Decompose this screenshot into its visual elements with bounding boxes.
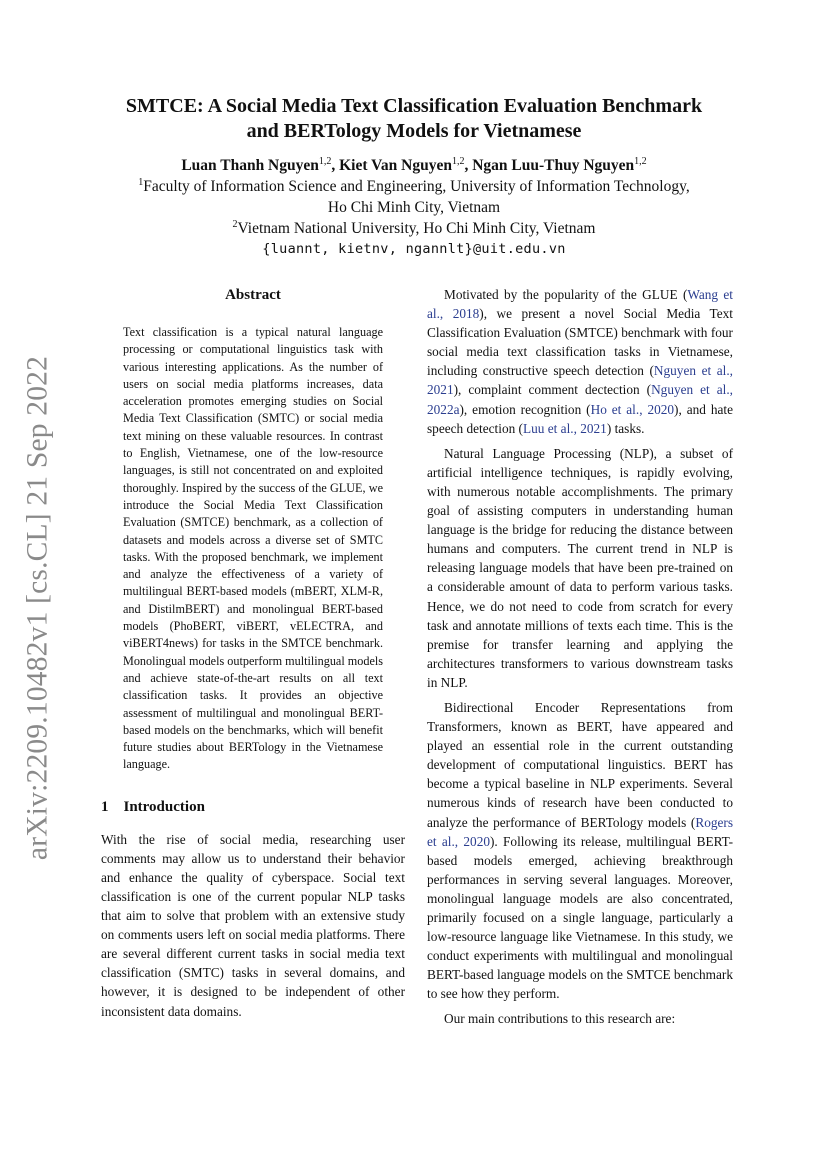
citation-link[interactable]: Nguyen et al., 2021 xyxy=(427,363,733,398)
citation-link[interactable]: Ho et al., 2020 xyxy=(590,401,675,417)
author-list xyxy=(90,155,738,176)
paragraph-bert xyxy=(427,698,733,1004)
author-emails: {luannt, kietnv, ngannlt}@uit.edu.vn xyxy=(262,241,566,257)
paragraph-text: ), we present a novel Social Media Text Classification Evaluation (SMTCE) benchmark with four social media text classification tasks in Vietnamese, including constructive speech detection ( xyxy=(427,306,733,379)
paragraph-text: Motivated by the popularity of the GLUE ( xyxy=(444,287,688,302)
paragraph-nlp: Natural Language Processing (NLP), a subset of artificial intelligence techniques, is rapidly evolving, with numerous notable accomplishments. The primary goal of assisting computers in understanding human language is the bridge for reducing the distance between humans and computers. The current trend in NLP is releasing language models that have been pre-trained on a considerable amount of data to perform various tasks. Hence, we do not need to code from scratch for every task and annotate millions of texts each time. This is the premise for transfer learning and applying the architectures transformers to various downstream tasks in NLP. xyxy=(427,445,733,690)
paragraph-text: Bidirectional Encoder Representations from Transformers, known as BERT, have appeared and played an essential role in the current outstanding development of computational linguistics. BERT has become a typical baseline in NLP experiments. Several numerous kinds of research have been conducted to analyze the performance of BERTology models ( xyxy=(427,699,733,830)
affil-2-sup: 2 xyxy=(232,219,238,230)
paper-title xyxy=(90,94,738,144)
author-affil-sup: 1,2 xyxy=(318,156,332,167)
author-name: Luan Thanh Nguyen xyxy=(181,157,319,174)
abstract-text: Text classification is a typical natural language processing or computational linguistics task with various interesting applications. As the number of users on social media platforms increases, data acceleration promotes emerging studies on Social Media Text Classification (SMTC) or social media text mining on these valuable resources. In contrast to English, Vietnamese, one of the low-resource languages, is still not concentrated on and exploited thoroughly. Inspired by the success of the GLUE, we introduce the Social Media Text Classification Evaluation (SMTCE) benchmark, as a collection of datasets and models across a diverse set of SMTC tasks. With the proposed benchmark, we implement and analyze the effectiveness of a variety of multilingual BERT-based models (mBERT, XLM-R, and DistilmBERT) and monolingual BERT-based models (PhoBERT, viBERT, vELECTRA, and viBERT4news) for tasks in the SMTCE benchmark. Monolingual models outperform multilingual models and achieve state-of-the-art results on all text classification tasks. It provides an objective assessment of multilingual and monolingual BERT-based models on the benchmarks, which will benefit future studies about BERTology in the Vietnamese language. xyxy=(123,325,383,772)
affil-2-line: Vietnam National University, Ho Chi Minh City, Vietnam xyxy=(237,220,596,237)
paragraph-text: ) tasks. xyxy=(606,420,645,436)
title-line-2: and BERTology Models for Vietnamese xyxy=(246,120,582,142)
right-column xyxy=(427,285,733,1035)
author-separator: , xyxy=(464,157,473,174)
citation-link[interactable]: Rogers et al., 2020 xyxy=(427,814,733,849)
title-line-1: SMTCE: A Social Media Text Classification Evaluation Benchmark xyxy=(125,95,703,117)
arxiv-stamp xyxy=(12,355,64,861)
paragraph-text: ). Following its release, multilingual BERT-based models emerged, achieving breakthrough performances in serving several languages. Moreover, monolingual language models are also concentrated, primarily focused on a single language, particularly a low-resource language like Vietnamese. In this study, we conduct experiments with multilingual and monolingual BERT-based language models on the SMTCE benchmark to see how they perform. xyxy=(427,833,733,1002)
arxiv-stamp-text: arXiv:2209.10482v1 [cs.CL] 21 Sep 2022 xyxy=(21,355,54,861)
author-name: Kiet Van Nguyen xyxy=(339,157,452,174)
paragraph-motivation xyxy=(427,285,733,438)
author-affil-sup: 1,2 xyxy=(451,156,465,167)
affiliation-1 xyxy=(90,176,738,197)
affil-1-line-2: Ho Chi Minh City, Vietnam xyxy=(327,199,501,216)
paragraph-text: ), complaint comment dectection ( xyxy=(453,382,652,398)
left-column xyxy=(101,285,405,1021)
section-number: 1 xyxy=(101,798,109,815)
citation-link[interactable]: Wang et al., 2018 xyxy=(427,287,733,322)
paragraph-contributions: Our main contributions to this research are: xyxy=(444,1011,676,1027)
paragraph-text: ), and hate speech detection ( xyxy=(427,401,733,436)
affil-1-line-1: Faculty of Information Science and Engineering, University of Information Technology, xyxy=(143,178,690,195)
section-title: Introduction xyxy=(123,798,205,815)
author-separator: , xyxy=(331,157,340,174)
citation-link[interactable]: Nguyen et al., 2022a xyxy=(427,382,733,417)
affil-1-sup: 1 xyxy=(138,177,144,188)
abstract-heading: Abstract xyxy=(225,287,281,303)
affiliations xyxy=(90,176,738,260)
citation-link[interactable]: Luu et al., 2021 xyxy=(523,420,607,436)
author-affil-sup: 1,2 xyxy=(634,156,647,167)
author-name: Ngan Luu-Thuy Nguyen xyxy=(472,157,635,174)
paragraph-text: ), emotion recognition ( xyxy=(459,401,591,417)
intro-paragraph: With the rise of social media, researching user comments may allow us to understand their behavior and enhance the quality of cyberspace. Social text classification is one of the current popular NLP tasks that aim to solve that problem with an extensive study on comments users left on social media platforms. There are several different current tasks in social media text classification (SMTC) tasks in several domains, and however, it is designed to be independent of other inconsistent data domains. xyxy=(101,831,405,1019)
affiliation-2 xyxy=(90,218,738,239)
section-heading-introduction xyxy=(101,797,405,817)
